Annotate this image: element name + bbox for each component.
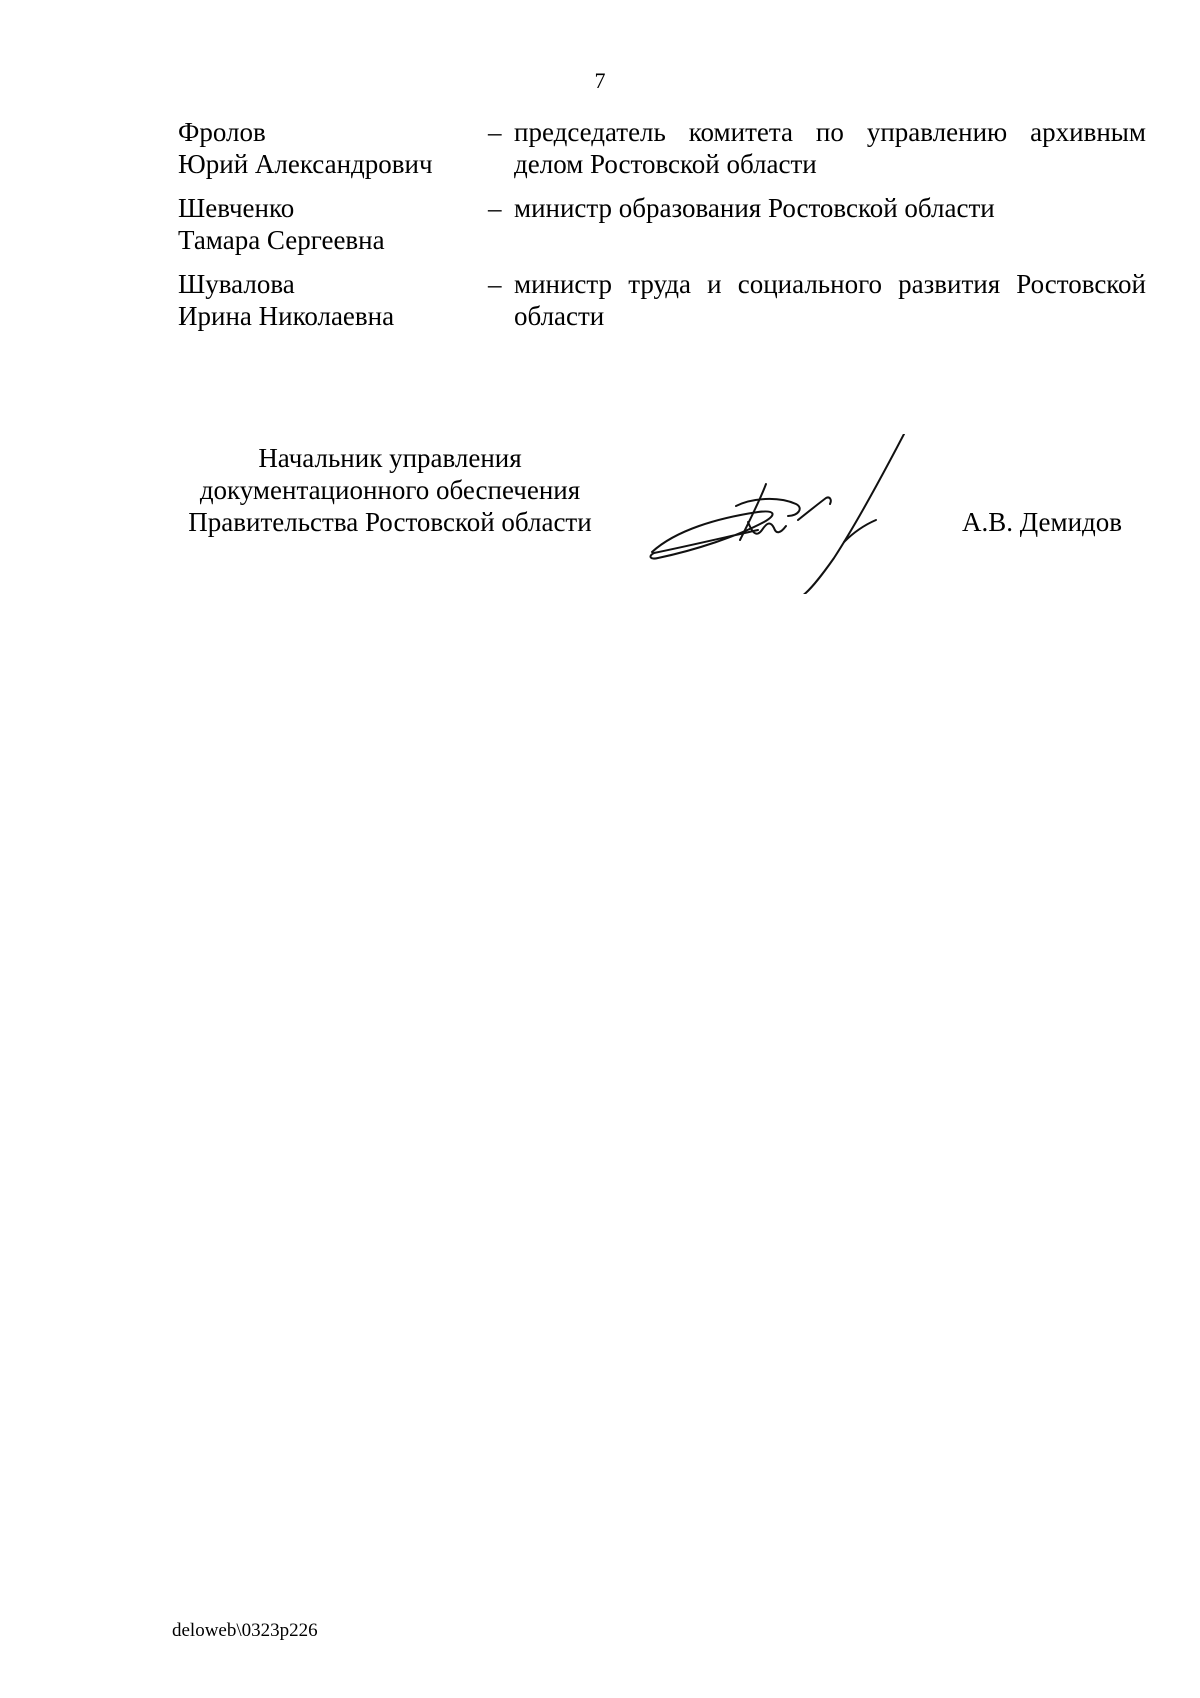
signature-stroke [651, 511, 773, 558]
signer-title-line: Начальник управления [258, 443, 522, 473]
signer-title [160, 442, 620, 538]
signature-stroke [798, 497, 831, 520]
member-surname: Шевченко [178, 193, 295, 223]
signer-title-line: Правительства Ростовской области [188, 507, 592, 537]
member-name [178, 268, 488, 332]
member-given-names: Юрий Александрович [178, 149, 433, 179]
member-given-names: Ирина Николаевна [178, 301, 395, 331]
footer-document-code: deloweb\0323p226 [172, 1620, 318, 1641]
signer-title-line: документационного обеспечения [199, 475, 581, 505]
handwritten-signature [648, 434, 948, 594]
member-position: министр труда и социального развития Ростовской области [514, 269, 1146, 331]
signature-stroke [844, 520, 876, 542]
signature-stroke [802, 434, 904, 594]
member-surname: Шувалова [178, 269, 295, 299]
member-name [178, 116, 488, 180]
signer-name: А.В. Демидов [962, 507, 1123, 537]
page-number: 7 [594, 68, 606, 93]
member-position: председатель комитета по управлению архивным делом Ростовской области [514, 117, 1146, 179]
member-position: министр образования Ростовской области [514, 193, 995, 223]
member-dash: – [488, 117, 502, 147]
member-given-names: Тамара Сергеевна [178, 225, 385, 255]
member-surname: Фролов [178, 117, 266, 147]
member-list [178, 116, 1146, 344]
member-name [178, 192, 488, 256]
member-dash: – [488, 193, 502, 223]
member-row [178, 116, 1146, 180]
member-dash: – [488, 269, 502, 299]
member-row [178, 268, 1146, 332]
member-row [178, 192, 1146, 256]
